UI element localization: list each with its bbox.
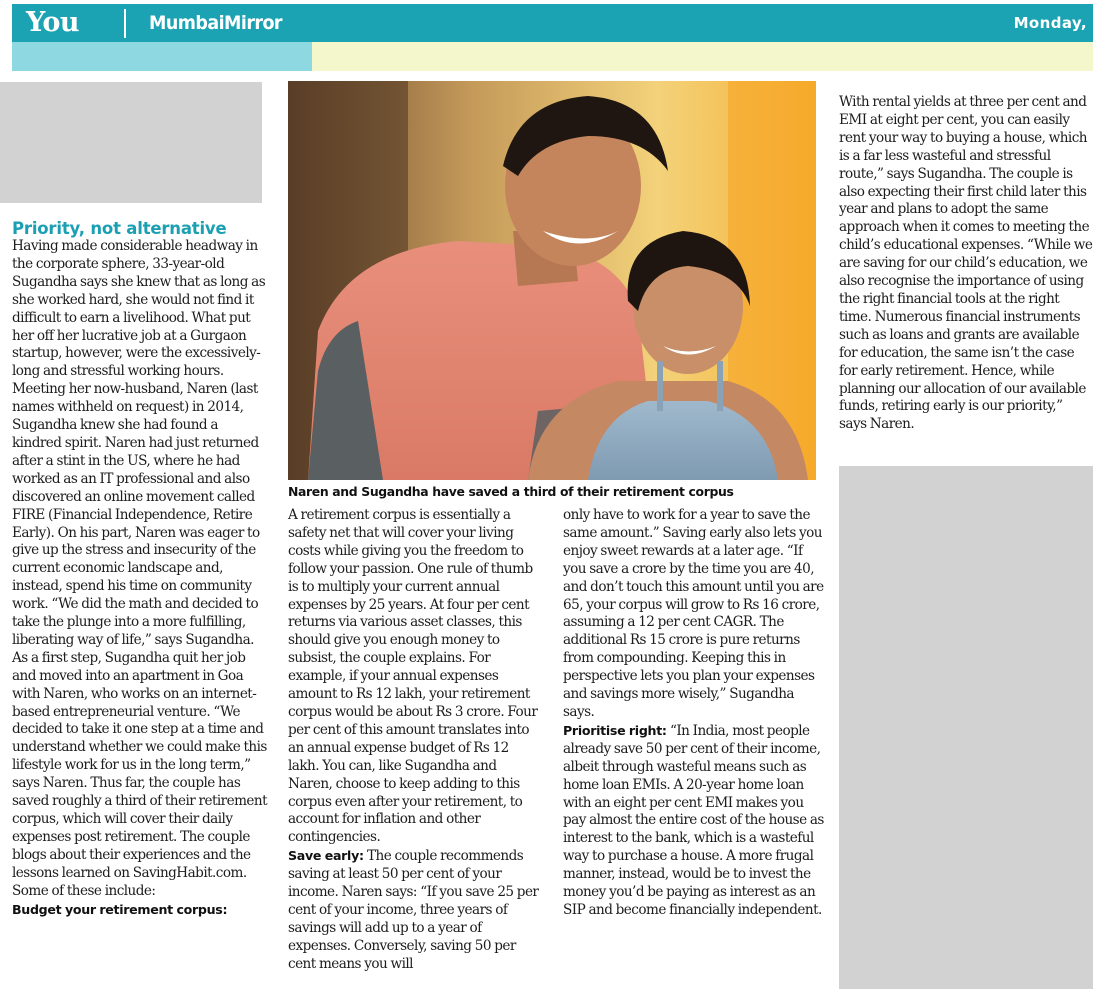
column-1-text: Having made considerable headway in the corporate sphere, 33-year-old Sugandha says she knew that as long as she worked hard, she would not find it difficult to earn a livelihood. What put her off her lucrative job at a Gurgaon startup, however, were the excessively-long and stressful working hours. Meeting her now-husband, Naren (last names withheld on request) in 2014, Sugandha knew she had found a kindred spirit. Naren had just returned after a stint in the US, where he had worked as an IT professional and also discovered an online movement called FIRE (Financial Independence, Retire Early). On his part, Naren was eager to give up the stress and insecurity of the current economic landscape and, instead, spend his time on community work. “We did the math and decided to take the plunge into a more fulfilling, liberating way of life,” says Sugandha. As a first step, Sugandha quit her job and moved into an apartment in Goa with Naren, who works on an internet-based entrepreneurial venture. “We decided to take it one step at a time and understand whether we could make this lifestyle work for us in the long term,” says Naren. Thus far, the couple has saved roughly a third of their retirement corpus, which will cover their daily expenses post retirement. The couple blogs about their experiences and the lessons learned on SavingHabit.com. Some of these include: [12, 238, 268, 899]
subhead-prioritise: Prioritise right: [563, 722, 667, 738]
masthead-bar [12, 4, 1093, 42]
ad-placeholder-right [839, 466, 1093, 989]
column-4-text: With rental yields at three per cent and EMI at eight per cent, you can easily rent your way to buying a house, which is a far less wasteful and stressful route,” says Sugandha. The couple is also expecting their first child later this year and plans to adopt the same approach when it comes to meeting the child’s educational expenses. “While we are saving for our child’s education, we also recognise the importance of using the right financial tools at the right time. Numerous financial instruments such as loans and grants are available for education, the same isn’t the case for early retirement. Hence, while planning our allocation of our available funds, retiring early is our priority,” says Naren. [839, 94, 1093, 433]
section-heading: Priority, not alternative [12, 219, 227, 238]
couple-photo [288, 81, 816, 480]
save-early-text: The couple recommends saving at least 50 per cent of your income. Naren says: “If you save 25 per cent of your income, three years of savings will add up to a year of expenses. Conversely, saving 50 per cent means you will [288, 848, 539, 972]
article-column-3 [563, 507, 825, 920]
publication-name: MumbaiMirror [149, 12, 282, 34]
column-3-text: only have to work for a year to save the same amount.” Saving early also lets you enjoy sweet rewards at a later age. “If you save a crore by the time you are 40, and don’t touch this amount until you are 65, your corpus will grow to Rs 16 crore, assuming a 12 per cent CAGR. The additional Rs 15 crore is pure returns from compounding. Keeping this in perspective lets you plan your expenses and savings more wisely,” Sugandha says. [563, 507, 824, 720]
ad-placeholder-left [0, 82, 262, 203]
photo-caption: Naren and Sugandha have saved a third of their retirement corpus [288, 484, 734, 499]
couple-photo-illustration [288, 81, 816, 480]
article-column-1 [12, 238, 268, 918]
article-column-4 [839, 94, 1093, 434]
save-early-paragraph [288, 847, 541, 973]
column-2-text: A retirement corpus is essentially a safety net that will cover your living costs while giving you the freedom to follow your passion. One rule of thumb is to multiply your current annual expenses by 25 years. At four per cent returns via various asset classes, this should give you enough money to subsist, the couple explains. For example, if your annual expenses amount to Rs 12 lakh, your retirement corpus would be about Rs 3 crore. Four per cent of this amount translates into an annual expense budget of Rs 12 lakh. You can, like Sugandha and Naren, choose to keep adding to this corpus even after your retirement, to account for inflation and other contingencies. [288, 507, 538, 846]
prioritise-paragraph [563, 722, 825, 920]
prioritise-text: “In India, most people already save 50 per cent of their income, albeit through wasteful means such as home loan EMIs. A 20-year home loan with an eight per cent EMI makes you pay almost the entire cost of the house as interest to the bank, which is a wasteful way to purchase a house. A more frugal manner, instead, would be to invest the money you’d be paying as interest as an SIP and become financially independent. [563, 722, 824, 918]
article-column-2 [288, 507, 541, 974]
subhead-budget: Budget your retirement corpus: [12, 901, 228, 917]
subhead-save-early: Save early: [288, 848, 364, 864]
header-stripe-yellow [312, 42, 1093, 71]
section-name: You [26, 7, 80, 38]
publication-day: Monday, [1013, 14, 1087, 32]
header-stripe-teal [12, 42, 312, 71]
masthead-divider [124, 9, 126, 38]
